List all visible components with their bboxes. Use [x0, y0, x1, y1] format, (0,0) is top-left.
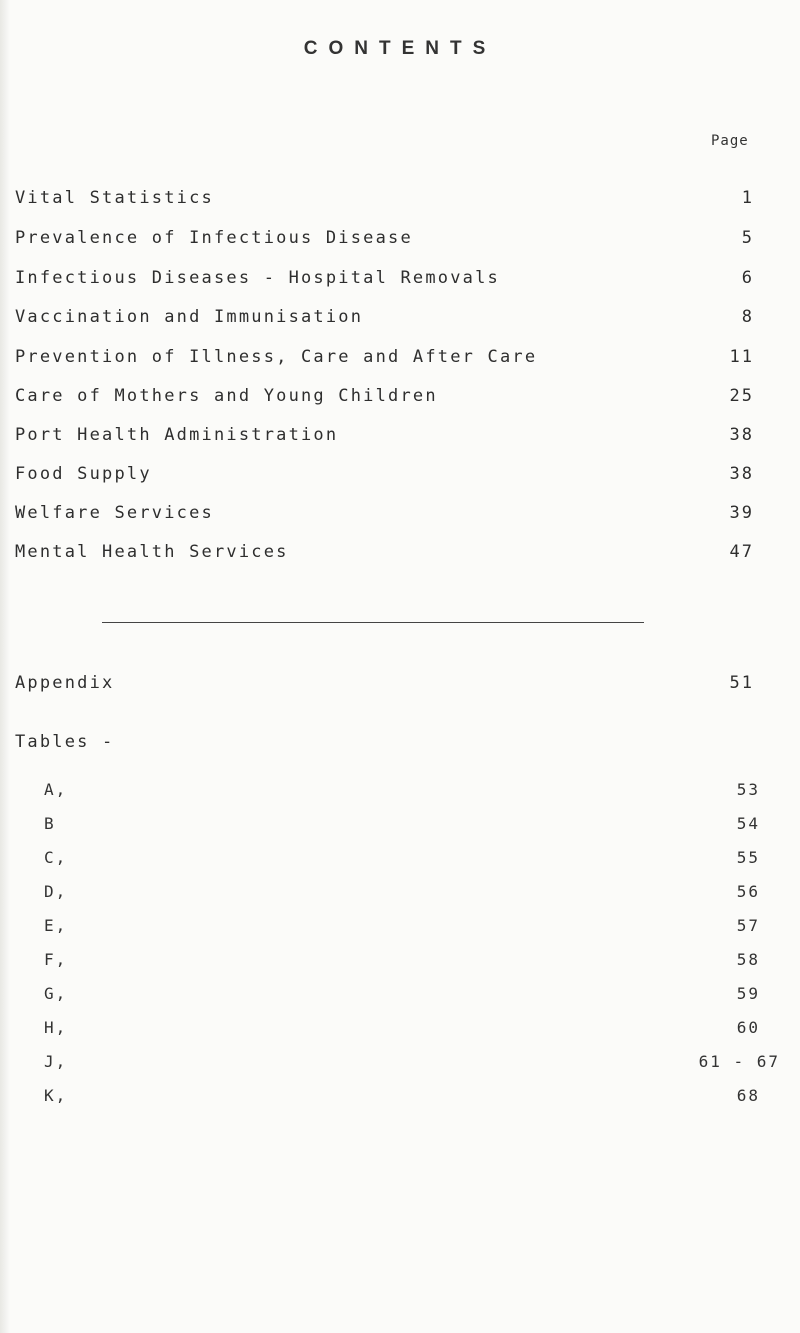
table-page-number: 55 [736, 848, 760, 867]
toc-entry-mothers-children[interactable]: Care of Mothers and Young Children [15, 386, 438, 406]
toc-entry-vital-statistics[interactable]: Vital Statistics [15, 188, 214, 208]
table-entry-e[interactable]: E, [44, 916, 68, 935]
table-page-number: 57 [736, 916, 760, 935]
toc-page-number: 5 [741, 228, 754, 248]
toc-page-number: 51 [729, 673, 754, 693]
table-page-number: 53 [736, 780, 760, 799]
toc-entry-mental-health[interactable]: Mental Health Services [15, 542, 289, 562]
toc-entry-food-supply[interactable]: Food Supply [15, 464, 152, 484]
table-page-number: 54 [736, 814, 760, 833]
table-entry-j[interactable]: J, [44, 1052, 68, 1071]
toc-page-number: 1 [741, 188, 754, 208]
table-entry-k[interactable]: K, [44, 1086, 68, 1105]
table-entry-c[interactable]: C, [44, 848, 68, 867]
toc-page-number: 39 [729, 503, 754, 523]
toc-page-number: 11 [729, 347, 754, 367]
table-entry-b[interactable]: B [44, 814, 56, 833]
page-column-header: Page [711, 133, 749, 149]
table-entry-h[interactable]: H, [44, 1018, 68, 1037]
toc-entry-prevention[interactable]: Prevention of Illness, Care and After Care [15, 347, 538, 367]
toc-page-number: 25 [729, 386, 754, 406]
toc-entry-appendix[interactable]: Appendix [15, 673, 115, 693]
table-entry-g[interactable]: G, [44, 984, 68, 1003]
toc-page-number: 47 [729, 542, 754, 562]
table-page-number: 59 [736, 984, 760, 1003]
toc-page-number: 38 [729, 464, 754, 484]
section-divider [102, 622, 644, 623]
table-page-number: 56 [736, 882, 760, 901]
table-page-number: 68 [736, 1086, 760, 1105]
toc-entry-port-health[interactable]: Port Health Administration [15, 425, 339, 445]
toc-entry-prevalence[interactable]: Prevalence of Infectious Disease [15, 228, 413, 248]
table-entry-f[interactable]: F, [44, 950, 68, 969]
page-edge-shadow [0, 0, 10, 1333]
table-page-range: 61 - 67 [698, 1052, 780, 1071]
toc-page-number: 6 [741, 268, 754, 288]
toc-page-number: 8 [741, 307, 754, 327]
table-page-number: 58 [736, 950, 760, 969]
table-entry-a[interactable]: A, [44, 780, 68, 799]
page-title: CONTENTS [303, 38, 497, 59]
toc-page-number: 38 [729, 425, 754, 445]
table-page-number: 60 [736, 1018, 760, 1037]
tables-heading: Tables - [15, 732, 115, 752]
table-entry-d[interactable]: D, [44, 882, 68, 901]
toc-entry-vaccination[interactable]: Vaccination and Immunisation [15, 307, 364, 327]
toc-entry-welfare[interactable]: Welfare Services [15, 503, 214, 523]
toc-entry-hospital-removals[interactable]: Infectious Diseases - Hospital Removals [15, 268, 500, 288]
